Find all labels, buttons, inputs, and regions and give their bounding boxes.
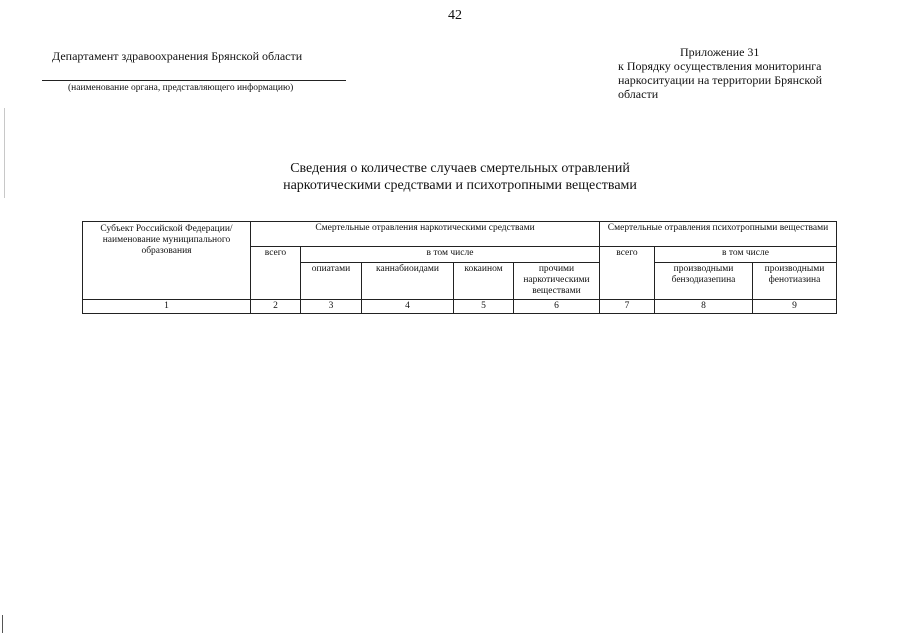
annex-line: области [618,87,659,101]
document-title [230,160,690,194]
annex-block [618,45,858,101]
column-number: 5 [454,300,514,314]
psychotropic-including-header: в том числе [655,247,837,263]
page-number: 42 [448,8,462,23]
narcotic-including-header: в том числе [301,247,600,263]
department-caption: (наименование органа, представляющего информацию) [68,83,294,93]
column-number: 2 [251,300,301,314]
col-cannabinoids: каннабиоидами [362,263,454,300]
department-name: Департамент здравоохранения Брянской области [52,49,303,63]
col-cocaine: кокаином [454,263,514,300]
col-phenothiazine: производными фенотиазина [753,263,837,300]
col-opiates: опиатами [301,263,362,300]
column-number: 6 [514,300,600,314]
col-other-narcotics: прочими наркотическими веществами [514,263,600,300]
signature-line [42,80,346,81]
narcotic-total-header: всего [251,247,301,300]
column-number: 3 [301,300,362,314]
column-number: 9 [753,300,837,314]
psychotropic-group-header: Смертельные отравления психотропными веществами [600,222,837,247]
column-number: 7 [600,300,655,314]
poisoning-stats-table [82,221,837,314]
psychotropic-total-header: всего [600,247,655,300]
subject-header: Субъект Российской Федерации/ наименование муниципального образования [83,222,251,300]
column-number: 8 [655,300,753,314]
document-title-line: Сведения о количестве случаев смертельных отравлений [290,161,630,176]
document-title-line: наркотическими средствами и психотропными веществами [283,178,637,193]
narcotic-group-header: Смертельные отравления наркотическими средствами [251,222,600,247]
annex-line: к Порядку осуществления мониторинга [618,59,822,73]
annex-title: Приложение 31 [680,45,760,59]
column-number: 4 [362,300,454,314]
scan-edge-mark [4,108,5,198]
col-benzodiazepine: производными бензодиазепина [655,263,753,300]
annex-line: наркоситуации на территории Брянской [618,73,823,87]
column-number: 1 [83,300,251,314]
scan-edge-mark [2,615,3,633]
